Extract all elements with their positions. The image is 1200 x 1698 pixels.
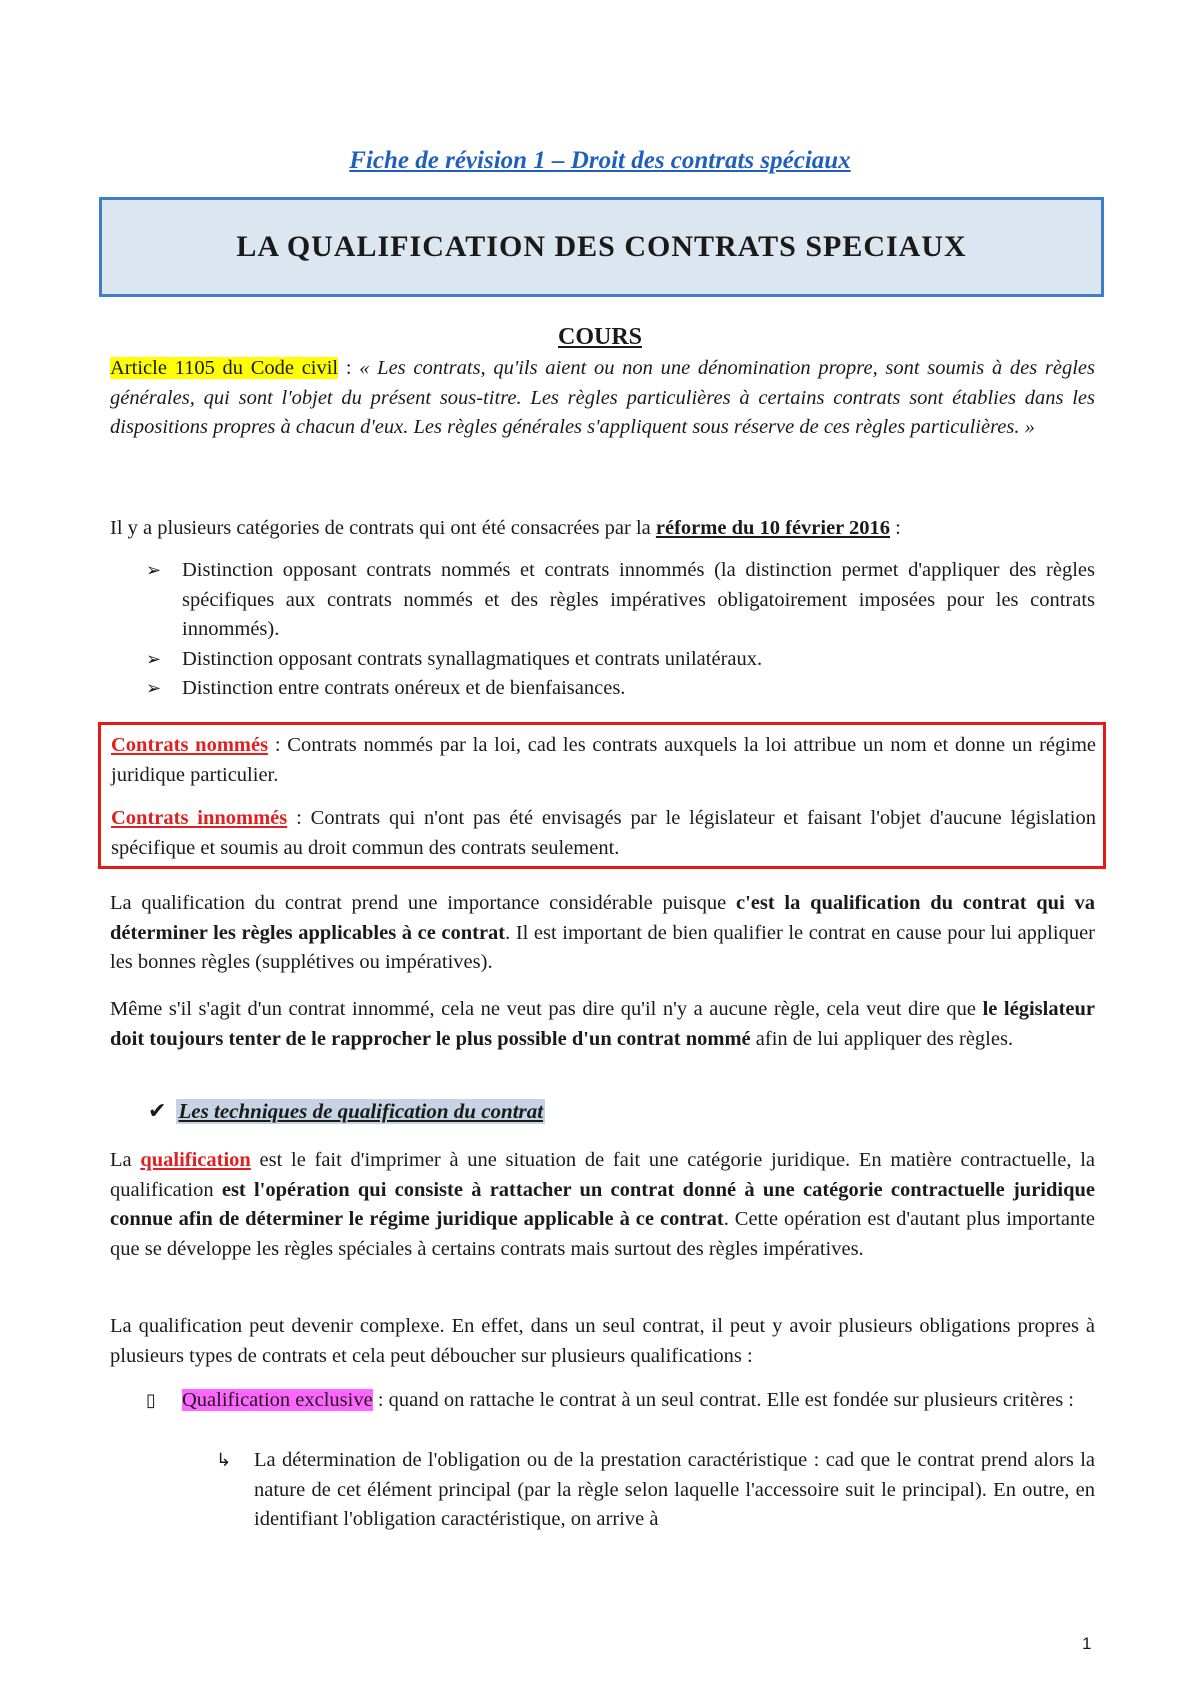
square-bullet-icon: ▯: [146, 1390, 156, 1411]
hook-arrow-icon: ↳: [216, 1450, 232, 1471]
intro-paragraph: [110, 514, 1095, 544]
section-techniques-title: Les techniques de qualification du contrat: [178, 1099, 544, 1123]
article-paragraph: [110, 354, 1095, 443]
list-item-text: Distinction opposant contrats synallagmatiques et contrats unilatéraux.: [182, 647, 763, 670]
main-title-box: [99, 197, 1104, 297]
sub-item-prestation: [182, 1446, 1095, 1535]
term-contrats-innommes: Contrats innommés: [111, 807, 288, 829]
term-qualification: qualification: [140, 1149, 251, 1171]
importance-paragraph: [110, 889, 1095, 978]
main-title: LA QUALIFICATION DES CONTRATS SPECIAUX: [236, 230, 967, 263]
paragraph-bold: est l'opération qui consiste à rattacher un contrat donné à une catégorie contractuelle juridique connue afin de déterminer le régime juridique applicable à ce contrat: [110, 1178, 1095, 1230]
distinction-list: [110, 556, 1095, 704]
paragraph-bold: c'est la qualification du contrat qui va déterminer les règles applicables à ce contrat: [110, 892, 1095, 944]
paragraph-text: . Il est important de bien qualifier le contrat en cause pour lui appliquer les bonnes règles (supplétives ou impératives).: [110, 921, 1095, 973]
paragraph-text: afin de lui appliquer des règles.: [750, 1027, 1014, 1050]
innomme-paragraph: [110, 995, 1095, 1054]
term-qualification-exclusive: Qualification exclusive: [182, 1389, 373, 1411]
intro-text: Il y a plusieurs catégories de contrats qui ont été consacrées par la: [110, 517, 656, 539]
complexe-paragraph: La qualification peut devenir complexe. En effet, dans un seul contrat, il peut y avoir plusieurs obligations propres à plusieurs types de contrats et cela peut déboucher sur plusieurs qualifications :: [110, 1315, 1095, 1367]
reform-date: réforme du 10 février 2016: [655, 517, 891, 539]
paragraph-bold: le législateur doit toujours tenter de le rapprocher le plus possible d'un contrat nommé: [110, 998, 1096, 1050]
arrow-bullet-icon: ➢: [146, 560, 162, 581]
checkmark-icon: ✔: [148, 1099, 167, 1124]
list-item-text: Distinction opposant contrats nommés et contrats innommés (la distinction permet d'appliquer des règles spécifiques aux contrats nommés et des règles impératives obligatoirement imposées pour les contrats innommés).: [182, 559, 1095, 640]
definition-text: : Contrats nommés par la loi, cad les contrats auxquels la loi attribue un nom et donne un régime juridique particulier.: [111, 734, 1096, 786]
paragraph-text: est le fait d'imprimer à une situation de fait une catégorie juridique. En matière contractuelle, la qualification: [110, 1149, 1095, 1201]
sub-item-text: La détermination de l'obligation ou de la prestation caractéristique : cad que le contrat prend alors la nature de cet élément principal (par la règle selon laquelle l'accessoire suit le principal). En outre, en identifiant l'obligation caractéristique, on arrive à: [254, 1449, 1095, 1530]
term-contrats-nommes: Contrats nommés: [111, 734, 269, 756]
qualification-exclusive-item: [110, 1386, 1095, 1416]
paragraph-text: La qualification du contrat prend une importance considérable puisque: [110, 892, 736, 914]
definition-nommes: [111, 731, 1096, 790]
article-quote: « Les contrats, qu'ils aient ou non une dénomination propre, sont soumis à des règles générales, qui sont l'objet du présent sous-titre. Les règles particulières à certains contrats sont établies dans les dispositions propres à chacun d'eux. Les règles générales s'appliquent sous réserve de ces règles particulières. »: [110, 357, 1096, 438]
intro-suffix: :: [890, 517, 901, 539]
section-heading-cours: COURS: [557, 324, 642, 350]
page-number: 1: [1082, 1634, 1092, 1653]
arrow-bullet-icon: ➢: [146, 648, 162, 670]
article-separator: :: [338, 357, 360, 379]
definitions-content: [111, 731, 1096, 863]
list-item-text: Distinction entre contrats onéreux et de bienfaisances.: [182, 677, 626, 699]
qualification-paragraph: [110, 1146, 1095, 1264]
list-item: [110, 674, 1095, 704]
fiche-title: Fiche de révision 1 – Droit des contrats spéciaux: [349, 147, 851, 174]
definition-innommes: [111, 804, 1096, 863]
section-techniques: [148, 1099, 545, 1124]
article-reference: Article 1105 du Code civil: [110, 357, 339, 379]
list-item-text: : quand on rattache le contrat à un seul contrat. Elle est fondée sur plusieurs critères :: [372, 1389, 1075, 1411]
paragraph-text: La: [110, 1149, 141, 1171]
paragraph-text: . Cette opération est d'autant plus importante que se développe les règles spéciales à certains contrats mais surtout des règles impératives.: [110, 1208, 1096, 1260]
definition-text: : Contrats qui n'ont pas été envisagés par le législateur et faisant l'objet d'aucune législation spécifique et soumis au droit commun des contrats seulement.: [111, 807, 1096, 859]
list-item: [110, 556, 1095, 645]
list-item: [110, 645, 1095, 675]
definitions-box: [98, 722, 1106, 869]
arrow-bullet-icon: ➢: [146, 678, 162, 699]
qualification-exclusive-text: [182, 1386, 1095, 1416]
paragraph-text: Même s'il s'agit d'un contrat innommé, cela ne veut pas dire qu'il n'y a aucune règle, cela veut dire que: [110, 998, 983, 1020]
